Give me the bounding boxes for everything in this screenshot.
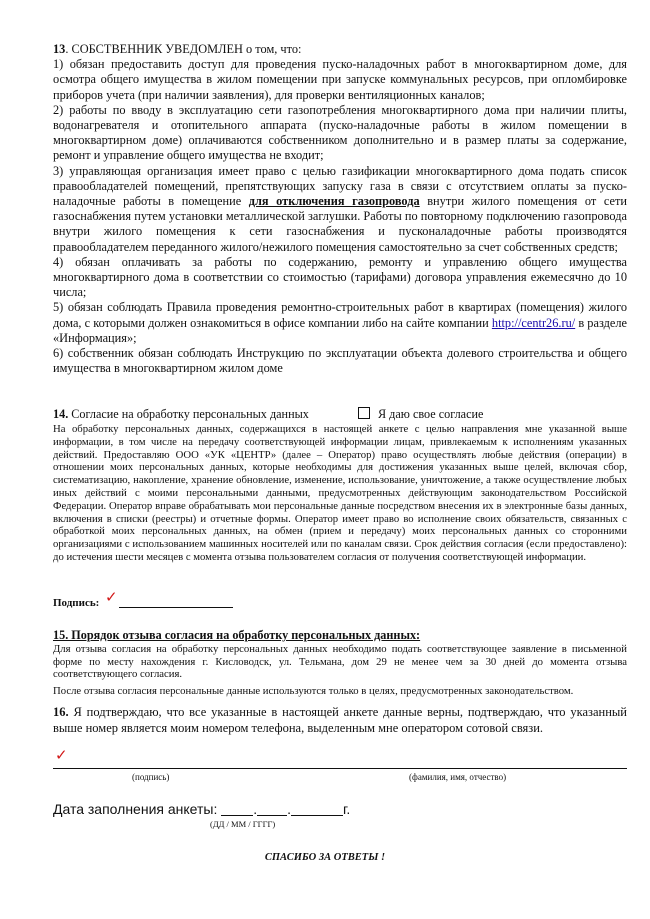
signature-line[interactable] <box>119 607 233 608</box>
date-month-input[interactable] <box>257 803 287 816</box>
section-15-heading: 15. Порядок отзыва согласия на обработку персональных данных: <box>53 628 421 642</box>
consent-label: Я даю свое согласие <box>378 407 484 421</box>
full-name-caption: (фамилия, имя, отчество) <box>409 772 507 782</box>
confirmation-text: 16. Я подтверждаю, что все указанные в настоящей анкете данные верны, подтверждаю, что указанный выше номер является моим номером телефона, выделенным мне оператором сотовой связи. <box>53 705 627 735</box>
section-13 <box>53 42 627 376</box>
checkmark-icon: ✓ <box>105 588 118 606</box>
section-14-heading: 14. Согласие на обработку персональных данных Я даю свое согласие <box>53 407 484 421</box>
consent-checkbox[interactable] <box>358 407 370 419</box>
withdrawal-text-1: Для отзыва согласия на обработку персональных данных необходимо подать соответствующее заявление в письменной форме по месту нахождения г. Кисловодск, ул. Тельмана, дом 29 не менее чем за 30 дней до момента отзыва соответствующего согласия. <box>53 643 627 681</box>
section-13-item-5: 5) обязан соблюдать Правила проведения ремонтно-строительных работ в квартирах (помещения) жилого дома, с которыми должен ознакомиться в офисе компании либо на сайте компании http://centr26.ru/ в разделе «Информация»; <box>53 300 628 345</box>
section-15-text <box>53 643 627 697</box>
section-16 <box>53 704 627 736</box>
thanks-footer: СПАСИБО ЗА ОТВЕТЫ ! <box>264 852 386 863</box>
date-day-input[interactable] <box>221 803 253 816</box>
section-13-item-3: 3) управляющая организация имеет право с целью газификации многоквартирного дома подать список правообладателей помещений, препятствующих запуску газа в связи с отсутствием оплаты за пуско-наладочные работы в помещение для отключения газопровода внутри жилого помещения от сети газоснабжения путем установки металлической заглушки. Работы по повторному подключению газопровода внутри жилого помещения к сети газоснабжения и пусконаладочные работы производятся правообладателем переданного жилого/нежилого помещения самостоятельно за счет собственных средств; <box>53 163 627 254</box>
gas-disconnection-emphasis: для отключения газопровода <box>248 194 420 209</box>
section-13-item-6: 6) собственник обязан соблюдать Инструкцию по эксплуатации объекта долевого строительства и общего имущества в многоквартирном жилом доме <box>53 346 627 376</box>
section-13-item-4: 4) обязан оплачивать за работы по содержанию, ремонту и управлению общего имущества многоквартирного дома в соответствии со стоимостью (тарифами) договора управления ежемесячно до 10 числа; <box>53 254 627 300</box>
section-14-text <box>53 423 627 564</box>
section-13-dot: . <box>65 42 72 56</box>
date-format-hint: (ДД / ММ / ГГГГ) <box>210 819 276 829</box>
signature-name-line[interactable] <box>53 768 627 769</box>
fill-date-label: Дата заполнения анкеты: <box>53 801 218 817</box>
section-13-heading: 13. СОБСТВЕННИК УВЕДОМЛЕН о том, что: <box>53 42 302 56</box>
signature-label: Подпись: <box>53 597 100 609</box>
checkmark-icon: ✓ <box>55 746 68 764</box>
consent-option[interactable] <box>358 407 483 422</box>
withdrawal-text-2: После отзыва согласия персональные данные используются только в целях, предусмотренных законодательством. <box>53 684 574 697</box>
section-13-item-2: 2) работы по вводу в эксплуатацию сети газопотребления многоквартирного дома при наличии плиты, водонагревателя и отопительного аппарата (пуско-наладочные работы в жилом помещении в многоквартирном доме) оплачиваются собственником дополнительно и в размер платы за содержание, ремонт и управление общего имущества не входит; <box>53 102 627 163</box>
signature-caption: (подпись) <box>132 772 170 782</box>
company-website-link[interactable]: http://centr26.ru/ <box>491 315 576 330</box>
consent-signature <box>53 588 627 610</box>
date-year-input[interactable] <box>291 803 343 816</box>
fill-date-field: Дата заполнения анкеты: . . г. <box>53 801 351 817</box>
consent-text: На обработку персональных данных, содержащихся в настоящей анкете с целью направления мне указанной выше информации, в том числе на передачу соответствующей информации лицам, привлекаемым к исполнениям указанных действий. Предоставляю ООО «УК «ЦЕНТР» (далее – Оператор) право осуществлять любые действия (операции) в отношении моих персональных данных, которые необходимы для достижения указанных выше целей, включая сбор, систематизацию, накопление, хранение обновление, изменение, использование, уничтожение, а также осуществление любых иных действий с моими персональными данными, предусмотренных действующим законодательством Российской Федерации. Оператор вправе обрабатывать мои персональные данные посредством внесения их в электронные базы данных, включения в списки (реестры) и отчетные формы. Оператор имеет право во исполнение своих обязательств, связанных с обработкой моих персональных данных, на обмен (прием и передачу) моих персональных данных со сторонними организациями с использованием машинных носителей или по каналам связи. Срок действия согласия (если предоставлено): до истечения шести месяцев с момента отзыва пользователем согласия от получения соответствующей информации. <box>53 423 627 563</box>
section-13-item-1: 1) обязан предоставить доступ для проведения пуско-наладочных работ в многоквартирном доме, для осмотра общего имущества в жилом помещении при запуске коммунальных ресурсов, при опломбировке приборов учета (при наличии заявления), для проверки вентиляционных каналов; <box>53 57 627 102</box>
